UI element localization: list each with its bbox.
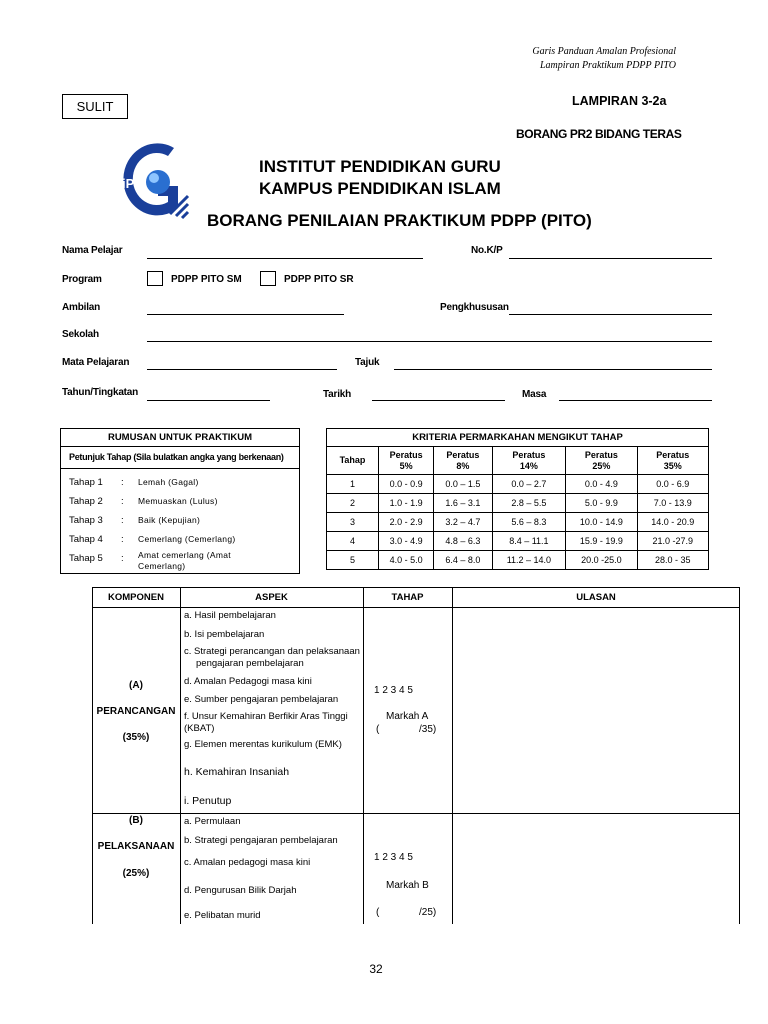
kriteria-cell: 4.0 - 5.0 (379, 551, 434, 570)
level-desc: Baik (Kepujian) (138, 515, 201, 525)
kriteria-cell: 4 (327, 532, 379, 551)
page-number: 32 (369, 962, 383, 976)
sm-checkbox[interactable] (147, 271, 163, 286)
kriteria-cell: 5 (327, 551, 379, 570)
kriteria-cell: 6.4 – 8.0 (434, 551, 492, 570)
aspek-header: ASPEK (255, 592, 288, 603)
aspek-b-item: d. Pengurusan Bilik Darjah (184, 885, 297, 896)
comp-b-weight: (25%) (122, 868, 150, 879)
comp-a-code: (A) (129, 680, 143, 691)
level-row (61, 550, 299, 571)
aspek-a-item: d. Amalan Pedagogi masa kini (184, 676, 312, 687)
tajuk-line[interactable] (394, 369, 712, 370)
kriteria-col-percent: 14% (519, 460, 538, 471)
aspek-b-item: b. Strategi pengajaran pembelajaran (184, 835, 338, 846)
ulasan-header: ULASAN (576, 592, 616, 603)
markah-a-close: /35) (419, 724, 437, 735)
kriteria-col-header (492, 447, 566, 475)
kriteria-row (327, 551, 709, 570)
kriteria-row (327, 532, 709, 551)
lampiran-label: LAMPIRAN 3-2a (572, 94, 667, 108)
kriteria-col-header (566, 447, 637, 475)
comp-a-weight: (35%) (122, 732, 150, 743)
kriteria-title: KRITERIA PERMARKAHAN MENGIKUT TAHAP (327, 429, 709, 447)
level-name: Tahap 3 (69, 515, 103, 526)
level-colon: : (121, 477, 124, 488)
komponen-table (92, 587, 740, 924)
aspek-a-item: a. Hasil pembelajaran (184, 610, 276, 621)
rumusan-title: RUMUSAN UNTUK PRAKTIKUM (61, 429, 299, 447)
nama-label: Nama Pelajar (62, 245, 123, 256)
nokp-label: No.K/P (471, 245, 503, 256)
kriteria-col-header (637, 447, 708, 475)
komponen-header: KOMPONEN (108, 592, 164, 603)
kriteria-row (327, 475, 709, 494)
aspek-a-item: g. Elemen merentas kurikulum (EMK) (184, 739, 342, 750)
aspek-b-item: c. Amalan pedagogi masa kini (184, 857, 311, 868)
kriteria-cell: 5.6 – 8.3 (492, 513, 566, 532)
level-colon: : (121, 534, 124, 545)
kriteria-cell: 2.8 – 5.5 (492, 494, 566, 513)
kriteria-cell: 2 (327, 494, 379, 513)
kriteria-cell: 1.6 – 3.1 (434, 494, 492, 513)
aspek-a-item: (KBAT) (184, 723, 215, 734)
ambilan-label: Ambilan (62, 302, 101, 313)
level-row (61, 477, 299, 495)
kriteria-cell: 1 (327, 475, 379, 494)
kriteria-col-percent: 25% (592, 460, 611, 471)
tarikh-label: Tarikh (323, 389, 352, 400)
kriteria-col-label: Peratus (584, 449, 618, 460)
institution-line-1: INSTITUT PENDIDIKAN GURU (259, 157, 501, 176)
level-name: Tahap 5 (69, 553, 103, 564)
level-desc: Memuaskan (Lulus) (138, 496, 218, 506)
kriteria-cell: 20.0 -25.0 (566, 551, 637, 570)
aspek-a-item: c. Strategi perancangan dan pelaksanaan (184, 646, 360, 657)
pengkhususan-label: Pengkhususan (440, 302, 509, 313)
kriteria-table (326, 428, 709, 570)
kriteria-cell: 3.2 – 4.7 (434, 513, 492, 532)
kriteria-cell: 3 (327, 513, 379, 532)
kriteria-col-header (434, 447, 492, 475)
nokp-line[interactable] (509, 258, 712, 259)
markah-b-label: Markah B (386, 880, 429, 891)
level-row (61, 496, 299, 514)
ipg-logo (118, 138, 190, 224)
header-line-2: Lampiran Praktikum PDPP PITO (539, 60, 676, 71)
aspek-a-item: f. Unsur Kemahiran Berfikir Aras Tinggi (184, 711, 348, 722)
sm-option-label: PDPP PITO SM (171, 274, 242, 285)
mata-line[interactable] (147, 369, 337, 370)
kriteria-cell: 0.0 - 6.9 (637, 475, 708, 494)
scale-a[interactable]: 1 2 3 4 5 (374, 685, 413, 696)
kriteria-cell: 0.0 – 2.7 (492, 475, 566, 494)
kriteria-col-label: Peratus (656, 449, 690, 460)
level-desc: Amat cemerlang (Amat Cemerlang) (138, 550, 231, 571)
kriteria-cell: 8.4 – 11.1 (492, 532, 566, 551)
tahun-label: Tahun/Tingkatan (62, 387, 139, 398)
kriteria-col-label: Peratus (389, 449, 423, 460)
level-colon: : (121, 553, 124, 564)
aspek-a-item: e. Sumber pengajaran pembelajaran (184, 694, 339, 705)
kriteria-row (327, 513, 709, 532)
kriteria-cell: 10.0 - 14.9 (566, 513, 637, 532)
kriteria-row (327, 494, 709, 513)
mata-label: Mata Pelajaran (62, 357, 130, 368)
rumusan-instruction: Petunjuk Tahap (Sila bulatkan angka yang berkenaan) (61, 447, 299, 469)
markah-a-label: Markah A (386, 711, 429, 722)
tarikh-line[interactable] (372, 400, 505, 401)
kriteria-col-percent: 35% (663, 460, 682, 471)
markah-b-open: ( (376, 907, 380, 918)
kriteria-cell: 2.0 - 2.9 (379, 513, 434, 532)
masa-label: Masa (522, 389, 547, 400)
kriteria-cell: 7.0 - 13.9 (637, 494, 708, 513)
level-desc: Lemah (Gagal) (138, 477, 199, 487)
aspek-b-item: e. Pelibatan murid (184, 910, 261, 921)
sekolah-line[interactable] (147, 341, 712, 342)
tajuk-label: Tajuk (355, 357, 380, 368)
kriteria-cell: 28.0 - 35 (637, 551, 708, 570)
scale-b[interactable]: 1 2 3 4 5 (374, 852, 413, 863)
pengkhususan-line[interactable] (509, 314, 712, 315)
sr-checkbox[interactable] (260, 271, 276, 286)
tahun-line[interactable] (147, 400, 270, 401)
aspek-b-item: a. Permulaan (184, 816, 241, 827)
aspek-a-item: h. Kemahiran Insaniah (184, 766, 290, 778)
kriteria-cell: 11.2 – 14.0 (492, 551, 566, 570)
nama-line[interactable] (147, 258, 423, 259)
institution-line-2: KAMPUS PENDIDIKAN ISLAM (259, 179, 501, 198)
aspek-a-item: i. Penutup (184, 795, 232, 807)
ulasan-a-field[interactable] (453, 608, 739, 813)
tahap-header: TAHAP (391, 592, 424, 603)
aspek-a-item: pengajaran pembelajaran (196, 658, 304, 669)
kriteria-cell: 15.9 - 19.9 (566, 532, 637, 551)
level-name: Tahap 1 (69, 477, 103, 488)
comp-a-name: PERANCANGAN (96, 706, 176, 717)
markah-b-close: /25) (419, 907, 437, 918)
form-title: BORANG PENILAIAN PRAKTIKUM PDPP (PITO) (207, 211, 592, 230)
kriteria-col-percent: 5% (399, 460, 413, 471)
kriteria-cell: 3.0 - 4.9 (379, 532, 434, 551)
ulasan-b-field[interactable] (453, 814, 739, 924)
level-colon: : (121, 496, 124, 507)
kriteria-cell: 5.0 - 9.9 (566, 494, 637, 513)
kriteria-cell: 0.0 - 4.9 (566, 475, 637, 494)
sulit-label: SULIT (62, 94, 128, 119)
rumusan-box (60, 428, 300, 574)
kriteria-col-percent: 8% (456, 460, 470, 471)
comp-b-name: PELAKSANAAN (97, 841, 175, 852)
kriteria-cell: 0.0 - 0.9 (379, 475, 434, 494)
ambilan-line[interactable] (147, 314, 344, 315)
level-row (61, 515, 299, 533)
kriteria-cell: 4.8 – 6.3 (434, 532, 492, 551)
level-colon: : (121, 515, 124, 526)
kriteria-col-header (379, 447, 434, 475)
masa-line[interactable] (559, 400, 712, 401)
sekolah-label: Sekolah (62, 329, 99, 340)
logo-text: iPG (122, 176, 145, 191)
kriteria-col-label: Peratus (446, 449, 480, 460)
kriteria-cell: 1.0 - 1.9 (379, 494, 434, 513)
borang-code: BORANG PR2 BIDANG TERAS (516, 127, 682, 141)
kriteria-tahap-header: Tahap (327, 447, 379, 475)
program-label: Program (62, 274, 102, 285)
level-name: Tahap 2 (69, 496, 103, 507)
kriteria-cell: 0.0 – 1.5 (434, 475, 492, 494)
sr-option-label: PDPP PITO SR (284, 274, 354, 285)
kriteria-cell: 21.0 -27.9 (637, 532, 708, 551)
level-name: Tahap 4 (69, 534, 103, 545)
header-line-1: Garis Panduan Amalan Profesional (532, 46, 676, 57)
kriteria-col-label: Peratus (512, 449, 546, 460)
aspek-a-item: b. Isi pembelajaran (184, 629, 265, 640)
level-desc: Cemerlang (Cemerlang) (138, 534, 236, 544)
kriteria-cell: 14.0 - 20.9 (637, 513, 708, 532)
markah-a-open: ( (376, 724, 380, 735)
comp-b-code: (B) (129, 815, 143, 826)
